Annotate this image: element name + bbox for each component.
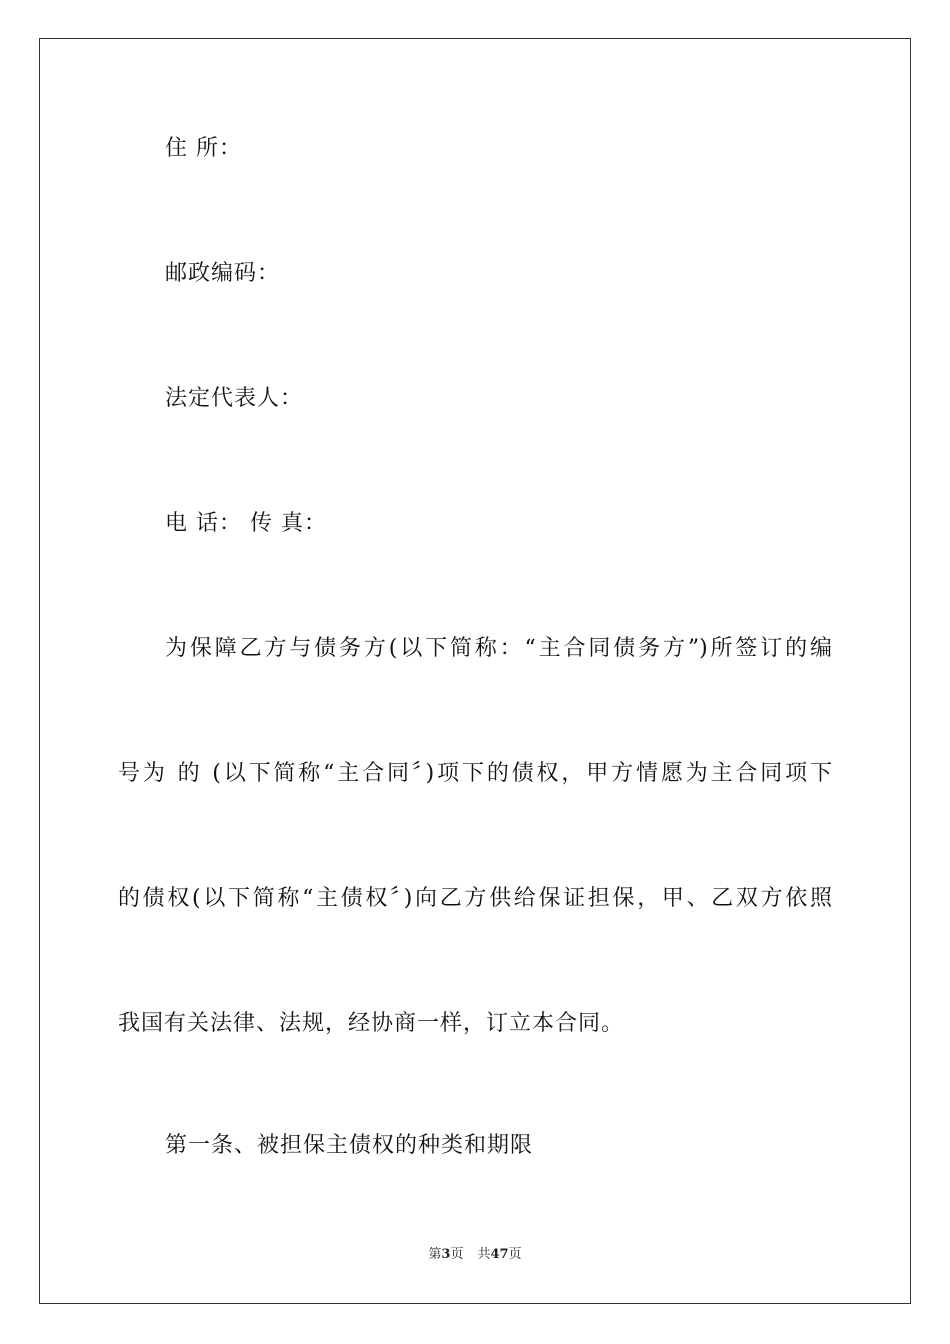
article-one-heading: 第一条、被担保主债权的种类和期限 xyxy=(165,1133,534,1158)
legal-representative-label: 法定代表人： xyxy=(165,386,304,411)
footer-page-prefix: 第 xyxy=(428,1247,442,1262)
paragraph-line-4: 我国有关法律、法规，经协商一样，订立本合同。 xyxy=(118,1011,625,1036)
footer-total-suffix: 页 xyxy=(508,1247,522,1262)
page-footer xyxy=(0,1246,950,1264)
footer-page-number: 3 xyxy=(441,1247,451,1262)
footer-total-prefix: 共 xyxy=(477,1247,491,1262)
phone-fax-label: 电 话： 传 真： xyxy=(165,511,327,536)
page-border xyxy=(39,38,911,1304)
footer-total-pages: 47 xyxy=(490,1247,509,1262)
footer-page-suffix: 页 xyxy=(450,1247,464,1262)
postal-code-label: 邮政编码： xyxy=(165,261,281,286)
paragraph-line-1: 为保障乙方与债务方(以下简称：“主合同债务方”)所签订的编 xyxy=(165,636,832,661)
paragraph-line-3: 的债权(以下简称“主债权〞)向乙方供给保证担保，甲、乙双方依照 xyxy=(118,886,832,911)
paragraph-line-2: 号为 的 (以下简称“主合同〞)项下的债权，甲方情愿为主合同项下 xyxy=(118,761,832,786)
address-label: 住 所： xyxy=(165,136,242,161)
